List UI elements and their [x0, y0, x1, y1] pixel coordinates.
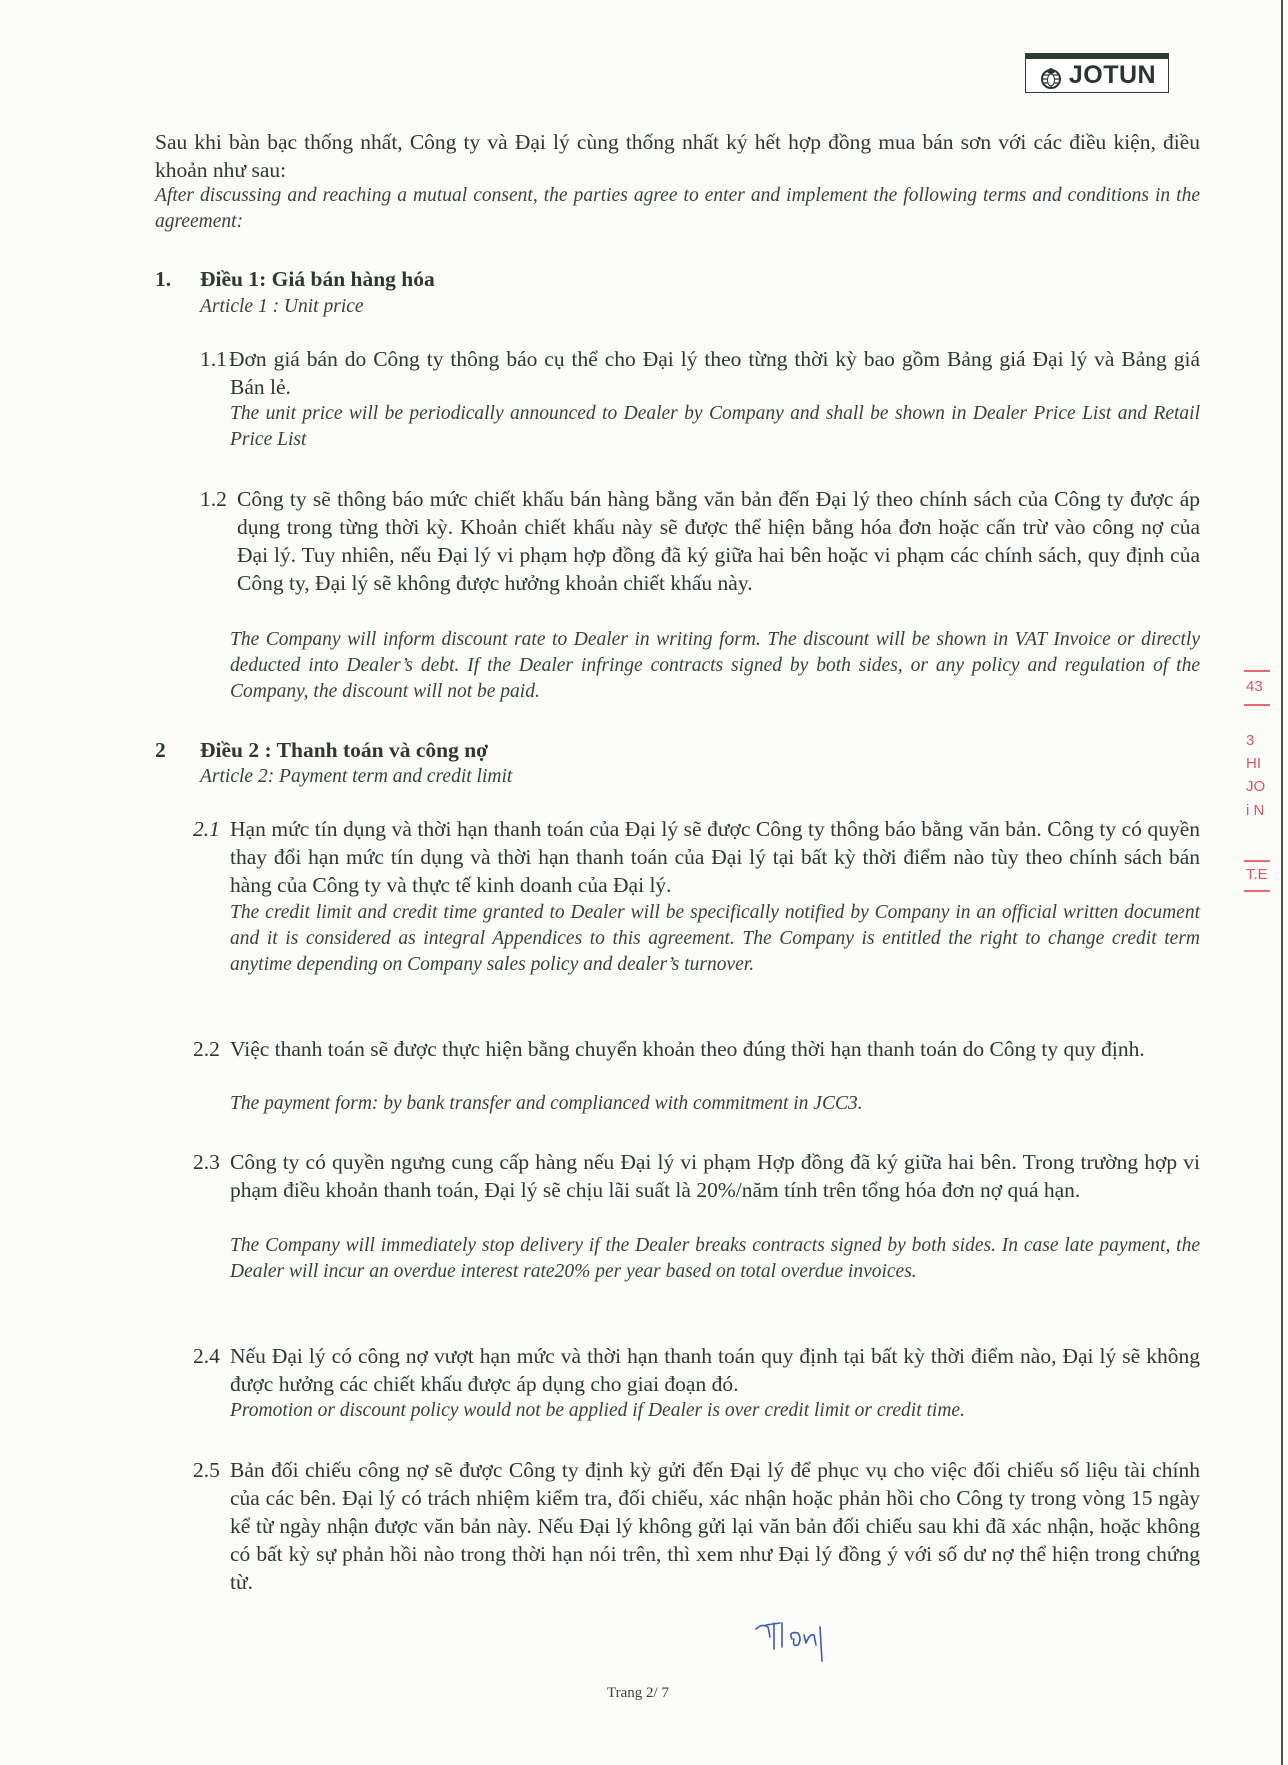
stamp-text: 3	[1246, 732, 1255, 749]
scan-edge	[1281, 0, 1283, 1765]
clause-2-2-number: 2.2	[193, 1037, 220, 1061]
stamp-text: T.E	[1246, 866, 1268, 883]
article-1-title-en: Article 1 : Unit price	[200, 296, 364, 317]
clause-1-2-en: The Company will inform discount rate to Dealer in writing form. The discount will be shown in VAT Invoice or directly deducted into Dealer’s debt. If the Dealer infringe contracts signed by both sides, or any policy and regulation of the Company, the discount will not be paid.	[230, 629, 1200, 702]
clause-2-4-number: 2.4	[193, 1344, 220, 1368]
intro-vi: Sau khi bàn bạc thống nhất, Công ty và Đại lý cùng thống nhất ký hết hợp đồng mua bán sơn với các điều kiện, điều khoản như sau:	[155, 130, 1200, 182]
clause-1-1-vi	[230, 345, 1200, 401]
clause-2-3-number: 2.3	[193, 1150, 220, 1174]
clause-1-1-number: 1.1	[200, 347, 227, 371]
clause-2-1-vi: Hạn mức tín dụng và thời hạn thanh toán của Đại lý sẽ được Công ty thông báo bằng văn bản. Công ty có quyền thay đổi hạn mức tín dụng và thời hạn thanh toán của Đại lý tại bất kỳ thời điểm nào tùy theo chính sách bán hàng của Công ty và thực tế kinh doanh của Đại lý.	[230, 817, 1200, 897]
jotun-globe-icon	[1038, 63, 1064, 89]
clause-2-1-en: The credit limit and credit time granted to Dealer will be specifically notified by Company in an official written document and it is considered as integral Appendices to this agreement. The Company is entitled the right to change credit term anytime depending on Company sales policy and dealer’s turnover.	[230, 902, 1200, 975]
article-1-number: 1.	[155, 267, 172, 291]
clause-2-3-en: The Company will immediately stop delivery if the Dealer breaks contracts signed by both sides. In case late payment, the Dealer will incur an overdue interest rate20% per year based on total overdue invoices.	[230, 1235, 1200, 1282]
clause-2-5-vi: Bản đối chiếu công nợ sẽ được Công ty định kỳ gửi đến Đại lý để phục vụ cho việc đối chiếu số liệu tài chính của các bên. Đại lý có trách nhiệm kiểm tra, đối chiếu, xác nhận hoặc phản hồi cho Công ty trong vòng 15 ngày kể từ ngày nhận được văn bản này. Nếu Đại lý không gửi lại văn bản đối chiếu sau khi đã xác nhận, hoặc không có bất kỳ sự phản hồi nào trong thời hạn nói trên, thì xem như Đại lý đồng ý với số dư nợ thể hiện trong chứng từ.	[230, 1458, 1200, 1594]
clause-1-1-vi-text: Đơn giá bán do Công ty thông báo cụ thể cho Đại lý theo từng thời kỳ bao gồm Bảng giá Đại lý và Bảng giá Bán lẻ.	[229, 347, 1200, 399]
clause-1-2-vi: Công ty sẽ thông báo mức chiết khấu bán hàng bằng văn bản đến Đại lý theo chính sách của Công ty được áp dụng trong từng thời kỳ. Khoản chiết khấu này sẽ được thể hiện bằng hóa đơn hoặc cấn trừ vào công nợ của Đại lý. Tuy nhiên, nếu Đại lý vi phạm hợp đồng đã ký giữa hai bên hoặc vi phạm các chính sách, quy định của Công ty, Đại lý sẽ không được hưởng khoản chiết khấu này.	[237, 487, 1200, 595]
intro-en: After discussing and reaching a mutual consent, the parties agree to enter and implement the following terms and conditions in the agreement:	[155, 185, 1200, 232]
clause-2-5-number: 2.5	[193, 1458, 220, 1482]
clause-2-2-vi: Việc thanh toán sẽ được thực hiện bằng chuyển khoản theo đúng thời hạn thanh toán do Công ty quy định.	[230, 1037, 1145, 1061]
logo-text: JOTUN	[1068, 61, 1157, 89]
stamp-line	[1244, 890, 1270, 892]
page-number: Trang 2/ 7	[607, 1685, 669, 1701]
stamp-text: HI	[1246, 755, 1261, 772]
stamp-text: i N	[1246, 802, 1265, 819]
clause-2-4-vi: Nếu Đại lý có công nợ vượt hạn mức và thời hạn thanh toán quy định tại bất kỳ thời điểm nào, Đại lý sẽ không được hưởng các chiết khấu được áp dụng cho giai đoạn đó.	[230, 1344, 1200, 1396]
clause-1-1-en: The unit price will be periodically announced to Dealer by Company and shall be shown in Dealer Price List and Retail Price List	[230, 403, 1200, 450]
jotun-logo	[1025, 53, 1169, 93]
clause-1-2-number: 1.2	[200, 487, 227, 511]
article-2-title-en: Article 2: Payment term and credit limit	[200, 766, 513, 787]
stamp-line	[1244, 860, 1270, 862]
signature-initials	[752, 1617, 842, 1665]
clause-2-1-number: 2.1	[193, 817, 220, 841]
stamp-text: 43	[1246, 678, 1263, 695]
clause-2-4-en: Promotion or discount policy would not be applied if Dealer is over credit limit or credit time.	[230, 1400, 965, 1421]
article-2-title-vi: Điều 2 : Thanh toán và công nợ	[200, 738, 489, 762]
red-stamp-fragment	[1240, 670, 1276, 930]
stamp-text: JO	[1246, 778, 1266, 795]
stamp-line	[1244, 670, 1270, 672]
article-2-number: 2	[155, 738, 166, 762]
stamp-line	[1244, 704, 1270, 706]
clause-2-2-en: The payment form: by bank transfer and complianced with commitment in JCC3.	[230, 1093, 863, 1114]
clause-2-3-vi: Công ty có quyền ngưng cung cấp hàng nếu Đại lý vi phạm Hợp đồng đã ký giữa hai bên. Trong trường hợp vi phạm điều khoản thanh toán, Đại lý sẽ chịu lãi suất là 20%/năm tính trên tổng hóa đơn nợ quá hạn.	[230, 1150, 1200, 1202]
article-1-title-vi: Điều 1: Giá bán hàng hóa	[200, 267, 435, 291]
